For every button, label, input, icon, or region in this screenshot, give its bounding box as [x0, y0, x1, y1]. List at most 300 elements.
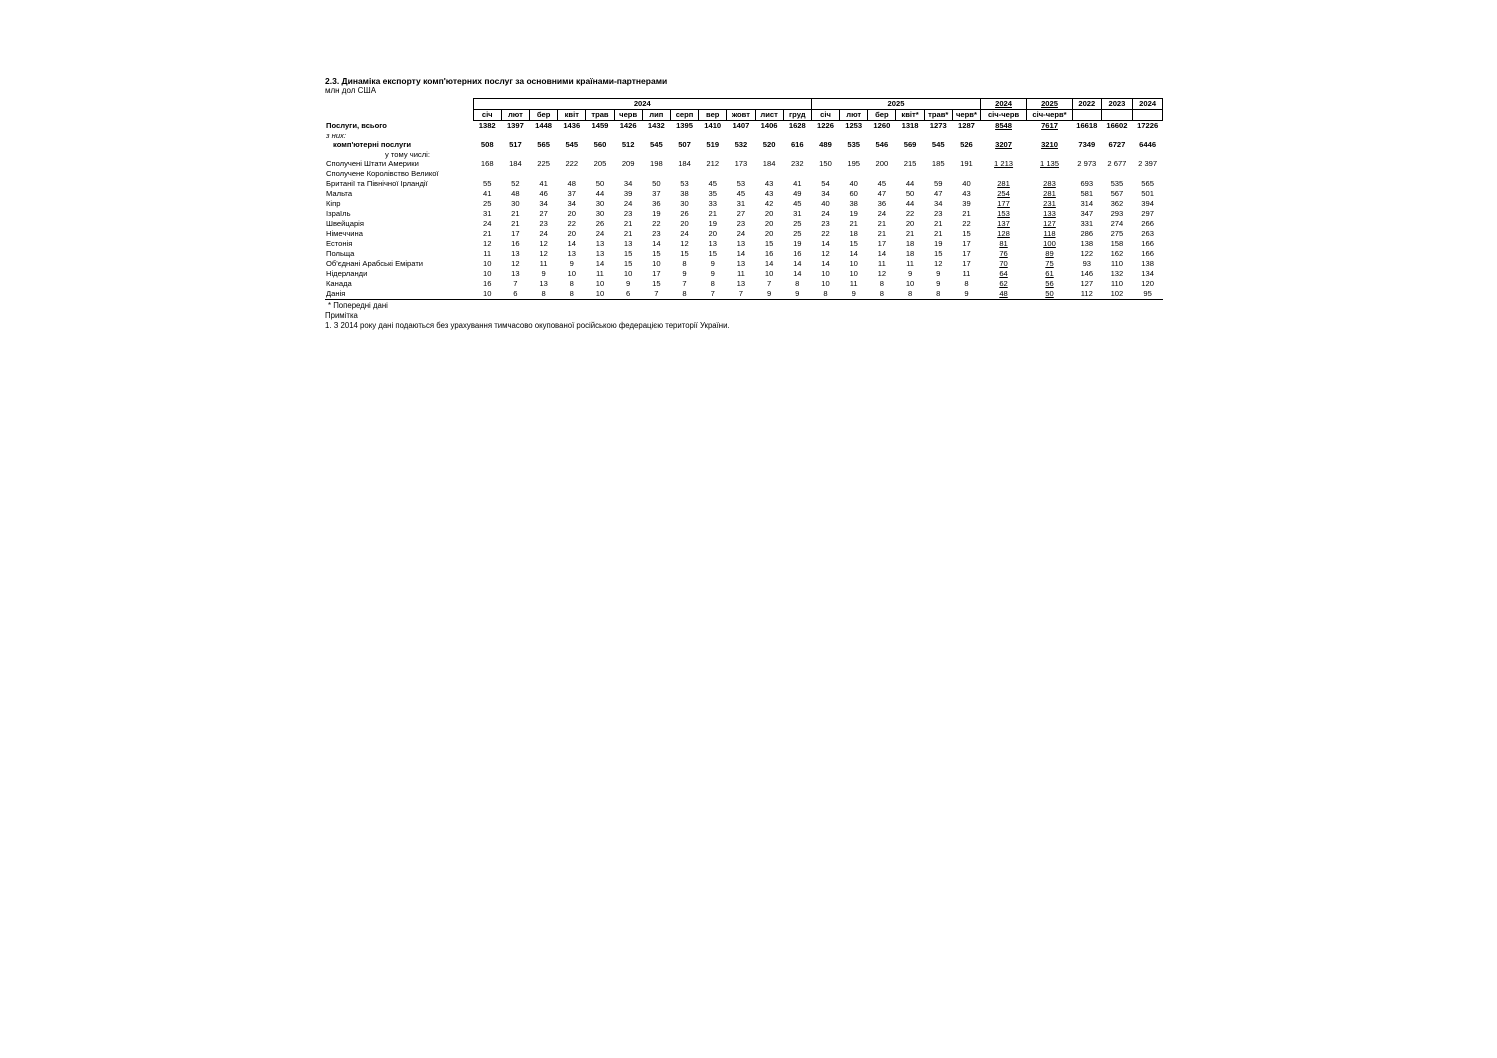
value-cell: 2 973: [1077, 159, 1097, 168]
value-cell: 274: [1110, 219, 1124, 228]
value-cell: 16602: [1106, 121, 1128, 130]
value-cell: 14: [567, 239, 576, 248]
table-row: [325, 279, 1163, 289]
value-cell: 17: [877, 239, 887, 248]
value-cell: 50: [1027, 289, 1073, 300]
value-cell: 47: [934, 189, 943, 198]
value-cell: 39: [962, 199, 971, 208]
value-cell: 177: [997, 199, 1010, 208]
value-cell: 89: [1045, 249, 1054, 258]
table-row: [325, 219, 1163, 229]
value-cell: 138: [1141, 259, 1154, 268]
value-cell: 1397: [506, 121, 524, 130]
value-cell: 16: [764, 249, 774, 258]
value-cell: 18: [905, 239, 915, 248]
value-cell: 26: [595, 219, 605, 228]
value-cell: 8: [964, 279, 969, 288]
value-cell: 24: [821, 209, 830, 218]
header-blank: [325, 99, 473, 110]
value-cell: 34: [567, 199, 576, 208]
value-cell: 24: [539, 229, 548, 238]
value-cell: 41: [539, 179, 548, 188]
value-cell: 21: [934, 229, 943, 238]
value-cell: 43: [764, 189, 774, 198]
value-cell: 56: [1045, 279, 1054, 288]
value-cell: 19: [849, 209, 858, 218]
value-cell: 21: [623, 219, 633, 228]
value-cell: 8: [868, 289, 896, 300]
value-cell: 11: [736, 269, 745, 278]
value-cell: 1432: [647, 121, 665, 130]
value-cell: 13: [736, 239, 746, 248]
row-label: Британії та Північної Ірландії: [326, 179, 428, 188]
value-cell: 2 677: [1107, 159, 1127, 168]
value-cell: 110: [1110, 279, 1123, 288]
value-cell: 19: [793, 239, 802, 248]
value-cell: 565: [1141, 179, 1154, 188]
value-cell: 34: [934, 199, 943, 208]
value-cell: 23: [934, 209, 943, 218]
value-cell: 21: [482, 229, 492, 238]
month-2025-cell: черв*: [952, 110, 980, 121]
value-cell: 545: [931, 140, 945, 149]
value-cell: 286: [1080, 229, 1094, 238]
header-2024-total: 2024: [1133, 99, 1163, 110]
value-cell: 102: [1101, 289, 1133, 300]
row-label: Кіпр: [326, 199, 341, 208]
ytd-2024-label: січ-черв: [981, 110, 1027, 121]
value-cell: 54: [821, 179, 830, 188]
value-cell: 132: [1110, 269, 1124, 278]
value-cell: 8: [569, 279, 574, 288]
header-ytd-2025: 2025: [1027, 99, 1073, 110]
value-cell: 11: [877, 259, 886, 268]
value-cell: 281: [1043, 189, 1056, 198]
value-cell: 41: [482, 189, 492, 198]
value-cell: 209: [621, 159, 635, 168]
value-cell: 13: [595, 249, 605, 258]
value-cell: 8: [795, 279, 800, 288]
value-cell: 1407: [732, 121, 750, 130]
table-row: [325, 199, 1163, 209]
value-cell: 13: [511, 249, 520, 258]
value-cell: 21: [877, 229, 887, 238]
value-cell: 20: [764, 229, 774, 238]
value-cell: 50: [652, 179, 661, 188]
value-cell: 9: [710, 259, 715, 268]
value-cell: 10: [595, 279, 605, 288]
value-cell: 3210: [1041, 140, 1058, 149]
value-cell: 15: [934, 249, 943, 258]
value-cell: 27: [539, 209, 548, 218]
value-cell: 76: [999, 249, 1008, 258]
value-cell: 13: [539, 279, 548, 288]
value-cell: 20: [567, 209, 576, 218]
value-cell: 14: [736, 249, 746, 258]
value-cell: 168: [480, 159, 494, 168]
value-cell: [473, 169, 1162, 179]
header-ytd-2024: 2024: [981, 99, 1027, 110]
value-cell: 44: [905, 179, 915, 188]
value-cell: 10: [482, 269, 492, 278]
value-cell: 693: [1080, 179, 1094, 188]
value-cell: 6727: [1108, 140, 1126, 149]
value-cell: 545: [650, 140, 663, 149]
value-cell: 30: [595, 209, 605, 218]
export-table: [325, 98, 1163, 300]
row-label: Послуги, всього: [326, 120, 387, 130]
value-cell: 1628: [788, 121, 806, 130]
value-cell: 48: [981, 289, 1027, 300]
value-cell: 1382: [478, 121, 496, 130]
value-cell: 52: [511, 179, 520, 188]
value-cell: 231: [1043, 199, 1056, 208]
header-blank: [1101, 110, 1133, 121]
value-cell: 6: [614, 289, 642, 300]
value-cell: [473, 131, 1162, 140]
value-cell: 9: [936, 279, 941, 288]
header-blank: [325, 110, 473, 121]
table-row: [325, 121, 1163, 132]
value-cell: 14: [877, 249, 887, 258]
value-cell: 33: [708, 199, 717, 208]
value-cell: 8: [558, 289, 586, 300]
value-cell: 100: [1043, 239, 1056, 248]
value-cell: 14: [821, 259, 830, 268]
value-cell: 127: [1043, 219, 1056, 228]
value-cell: 519: [706, 140, 720, 149]
table-row: [325, 239, 1163, 249]
value-cell: 7: [727, 289, 755, 300]
value-cell: 10: [764, 269, 774, 278]
value-cell: 581: [1080, 189, 1094, 198]
value-cell: 21: [511, 219, 520, 228]
value-cell: 14: [849, 249, 858, 258]
row-label: Мальта: [326, 189, 353, 198]
value-cell: 20: [905, 219, 915, 228]
value-cell: 23: [821, 219, 830, 228]
value-cell: 7: [766, 279, 772, 288]
value-cell: 185: [931, 159, 945, 168]
value-cell: 13: [736, 279, 746, 288]
value-cell: 21: [623, 229, 633, 238]
value-cell: 112: [1073, 289, 1102, 300]
value-cell: 9: [936, 269, 941, 278]
value-cell: 21: [708, 209, 717, 218]
month-2024-cell: лип: [642, 110, 670, 121]
table-row: [325, 209, 1163, 219]
value-cell: 11: [483, 249, 492, 258]
value-cell: 118: [1043, 229, 1056, 238]
value-cell: 10: [473, 289, 501, 300]
table-row: [325, 259, 1163, 269]
value-cell: 9: [840, 289, 868, 300]
value-cell: 34: [821, 189, 830, 198]
value-cell: 7: [699, 289, 727, 300]
value-cell: 24: [736, 229, 746, 238]
month-2024-cell: лист: [755, 110, 783, 121]
value-cell: 7: [513, 279, 518, 288]
value-cell: 11: [849, 279, 858, 288]
value-cell: 48: [511, 189, 520, 198]
table-row: [325, 131, 1163, 140]
value-cell: 13: [511, 269, 520, 278]
value-cell: 14: [793, 259, 802, 268]
table-row: [325, 150, 1163, 159]
value-cell: 3207: [995, 140, 1012, 149]
value-cell: 42: [764, 199, 774, 208]
value-cell: 43: [962, 189, 971, 198]
table-title: 2.3. Динаміка експорту комп'ютерних послуг за основними країнами-партнерами: [325, 76, 668, 86]
value-cell: 232: [790, 159, 804, 168]
table-body: [325, 121, 1163, 300]
value-cell: 567: [1110, 189, 1124, 198]
value-cell: 127: [1080, 279, 1094, 288]
value-cell: 36: [877, 199, 887, 208]
value-cell: 8: [682, 259, 687, 268]
value-cell: 37: [652, 189, 661, 198]
table-row: [325, 229, 1163, 239]
value-cell: 24: [877, 209, 887, 218]
value-cell: 34: [623, 179, 633, 188]
value-cell: 565: [537, 140, 550, 149]
value-cell: 22: [821, 229, 830, 238]
table-row: [325, 159, 1163, 169]
value-cell: 19: [652, 209, 661, 218]
value-cell: 12: [680, 239, 689, 248]
value-cell: 184: [509, 159, 522, 168]
value-cell: 13: [736, 259, 746, 268]
value-cell: 184: [762, 159, 776, 168]
value-cell: 8: [710, 279, 715, 288]
document: [325, 76, 1165, 331]
value-cell: 560: [593, 140, 607, 149]
value-cell: 44: [905, 199, 915, 208]
value-cell: 314: [1080, 199, 1094, 208]
value-cell: 64: [999, 269, 1008, 278]
value-cell: 10: [905, 279, 915, 288]
value-cell: 45: [793, 199, 802, 208]
row-label: Об'єднані Арабські Емірати: [326, 259, 424, 268]
value-cell: 133: [1043, 209, 1056, 218]
value-cell: 15: [652, 279, 661, 288]
value-cell: 263: [1141, 229, 1154, 238]
value-cell: 134: [1141, 269, 1154, 278]
value-cell: 22: [905, 209, 915, 218]
value-cell: 40: [849, 179, 858, 188]
row-label: Ізраїль: [326, 209, 351, 218]
row-label: комп'ютерні послуги: [333, 140, 412, 149]
value-cell: 1273: [929, 121, 947, 130]
value-cell: 15: [764, 239, 774, 248]
value-cell: 10: [652, 259, 661, 268]
value-cell: 1459: [591, 121, 609, 130]
value-cell: 501: [1141, 189, 1154, 198]
value-cell: 9: [907, 269, 913, 278]
value-cell: 150: [819, 159, 832, 168]
value-cell: 545: [565, 140, 579, 149]
value-cell: 331: [1080, 219, 1094, 228]
value-cell: 14: [793, 269, 802, 278]
unit-label: млн дол США: [325, 86, 377, 95]
value-cell: 31: [482, 209, 492, 218]
value-cell: 8: [896, 289, 924, 300]
value-cell: 12: [821, 249, 830, 258]
value-cell: 10: [586, 289, 614, 300]
value-cell: 21: [934, 219, 943, 228]
value-cell: 191: [960, 159, 973, 168]
value-cell: 512: [621, 140, 635, 149]
value-cell: 22: [962, 219, 971, 228]
header-row-years: [325, 99, 1163, 110]
month-2025-cell: трав*: [924, 110, 952, 121]
value-cell: 10: [821, 269, 830, 278]
value-cell: 17: [962, 259, 971, 268]
value-cell: 60: [849, 189, 858, 198]
value-cell: 37: [567, 189, 576, 198]
value-cell: 9: [710, 269, 715, 278]
value-cell: 45: [877, 179, 887, 188]
value-cell: 45: [736, 189, 746, 198]
value-cell: 195: [847, 159, 861, 168]
value-cell: 17: [511, 229, 520, 238]
value-cell: 200: [875, 159, 889, 168]
value-cell: 9: [569, 259, 574, 268]
value-cell: 11: [596, 269, 604, 278]
value-cell: 14: [764, 259, 774, 268]
table-row: [325, 269, 1163, 279]
value-cell: 2 397: [1138, 159, 1158, 168]
value-cell: 8548: [995, 121, 1012, 130]
value-cell: 16: [793, 249, 802, 258]
value-cell: 166: [1141, 239, 1154, 248]
value-cell: 35: [708, 189, 717, 198]
value-cell: 8: [924, 289, 952, 300]
value-cell: 16: [511, 239, 520, 248]
value-cell: 8: [670, 289, 698, 300]
value-cell: 12: [934, 259, 943, 268]
row-label: з них:: [326, 131, 346, 140]
value-cell: 12: [539, 239, 548, 248]
value-cell: 1406: [760, 121, 778, 130]
value-cell: 9: [541, 269, 546, 278]
value-cell: 6: [501, 289, 529, 300]
value-cell: 14: [652, 239, 661, 248]
value-cell: 15: [623, 249, 633, 258]
value-cell: 266: [1141, 219, 1154, 228]
value-cell: 31: [793, 209, 802, 218]
row-label: у тому числі:: [385, 150, 430, 159]
value-cell: 55: [482, 179, 492, 188]
value-cell: 39: [623, 189, 633, 198]
value-cell: 11: [962, 269, 971, 278]
value-cell: 16: [482, 279, 492, 288]
value-cell: 616: [790, 140, 804, 149]
value-cell: 9: [783, 289, 811, 300]
value-cell: 10: [623, 269, 633, 278]
value-cell: 23: [736, 219, 746, 228]
value-cell: 20: [680, 219, 689, 228]
value-cell: 162: [1110, 249, 1124, 258]
value-cell: 517: [509, 140, 522, 149]
value-cell: 21: [905, 229, 915, 238]
value-cell: 110: [1110, 259, 1123, 268]
value-cell: 546: [875, 140, 889, 149]
value-cell: 12: [877, 269, 887, 278]
value-cell: 59: [934, 179, 943, 188]
value-cell: 10: [821, 279, 830, 288]
row-label: Швейцарія: [326, 219, 364, 228]
value-cell: 17: [652, 269, 661, 278]
value-cell: 23: [623, 209, 633, 218]
value-cell: 128: [997, 229, 1010, 238]
value-cell: 10: [849, 269, 858, 278]
value-cell: 281: [997, 179, 1010, 188]
value-cell: 25: [793, 219, 802, 228]
value-cell: 11: [906, 259, 914, 268]
value-cell: 166: [1141, 249, 1154, 258]
value-cell: 21: [511, 209, 520, 218]
value-cell: 36: [652, 199, 661, 208]
value-cell: 24: [623, 199, 633, 208]
header-year-2025: 2025: [811, 99, 980, 110]
value-cell: 215: [903, 159, 917, 168]
value-cell: 14: [821, 239, 830, 248]
footnote-preliminary: * Попередні дані: [328, 301, 388, 310]
value-cell: 17226: [1137, 121, 1159, 130]
note-title: Примітка: [325, 311, 358, 320]
row-label: Польща: [326, 249, 355, 258]
value-cell: 532: [734, 140, 748, 149]
month-2025-cell: січ: [811, 110, 839, 121]
value-cell: 15: [849, 239, 858, 248]
value-cell: 41: [793, 179, 802, 188]
value-cell: 14: [595, 259, 605, 268]
value-cell: 362: [1110, 199, 1124, 208]
row-label: Німеччина: [326, 229, 363, 238]
value-cell: 24: [482, 219, 492, 228]
value-cell: 13: [623, 239, 633, 248]
month-2025-cell: лют: [840, 110, 868, 121]
value-cell: 38: [680, 189, 689, 198]
value-cell: 20: [764, 219, 774, 228]
month-2024-cell: серп: [670, 110, 698, 121]
value-cell: 19: [934, 239, 943, 248]
value-cell: 1448: [535, 121, 553, 130]
table-row: [325, 179, 1163, 189]
value-cell: 1 213: [994, 159, 1014, 168]
table-row: [325, 249, 1163, 259]
value-cell: 9: [755, 289, 783, 300]
value-cell: 25: [482, 199, 492, 208]
row-label: Нідерланди: [326, 269, 368, 278]
value-cell: 7349: [1078, 140, 1096, 149]
value-cell: 18: [905, 249, 915, 258]
value-cell: 53: [680, 179, 689, 188]
value-cell: 1253: [845, 121, 863, 130]
value-cell: 137: [997, 219, 1010, 228]
value-cell: 275: [1110, 229, 1124, 238]
value-cell: 61: [1045, 269, 1054, 278]
month-2024-cell: черв: [614, 110, 642, 121]
value-cell: 6446: [1139, 140, 1157, 149]
value-cell: 1395: [676, 121, 693, 130]
value-cell: 17: [962, 249, 971, 258]
value-cell: 40: [821, 199, 830, 208]
value-cell: 10: [482, 259, 492, 268]
value-cell: 297: [1141, 209, 1154, 218]
month-2025-cell: бер: [868, 110, 896, 121]
